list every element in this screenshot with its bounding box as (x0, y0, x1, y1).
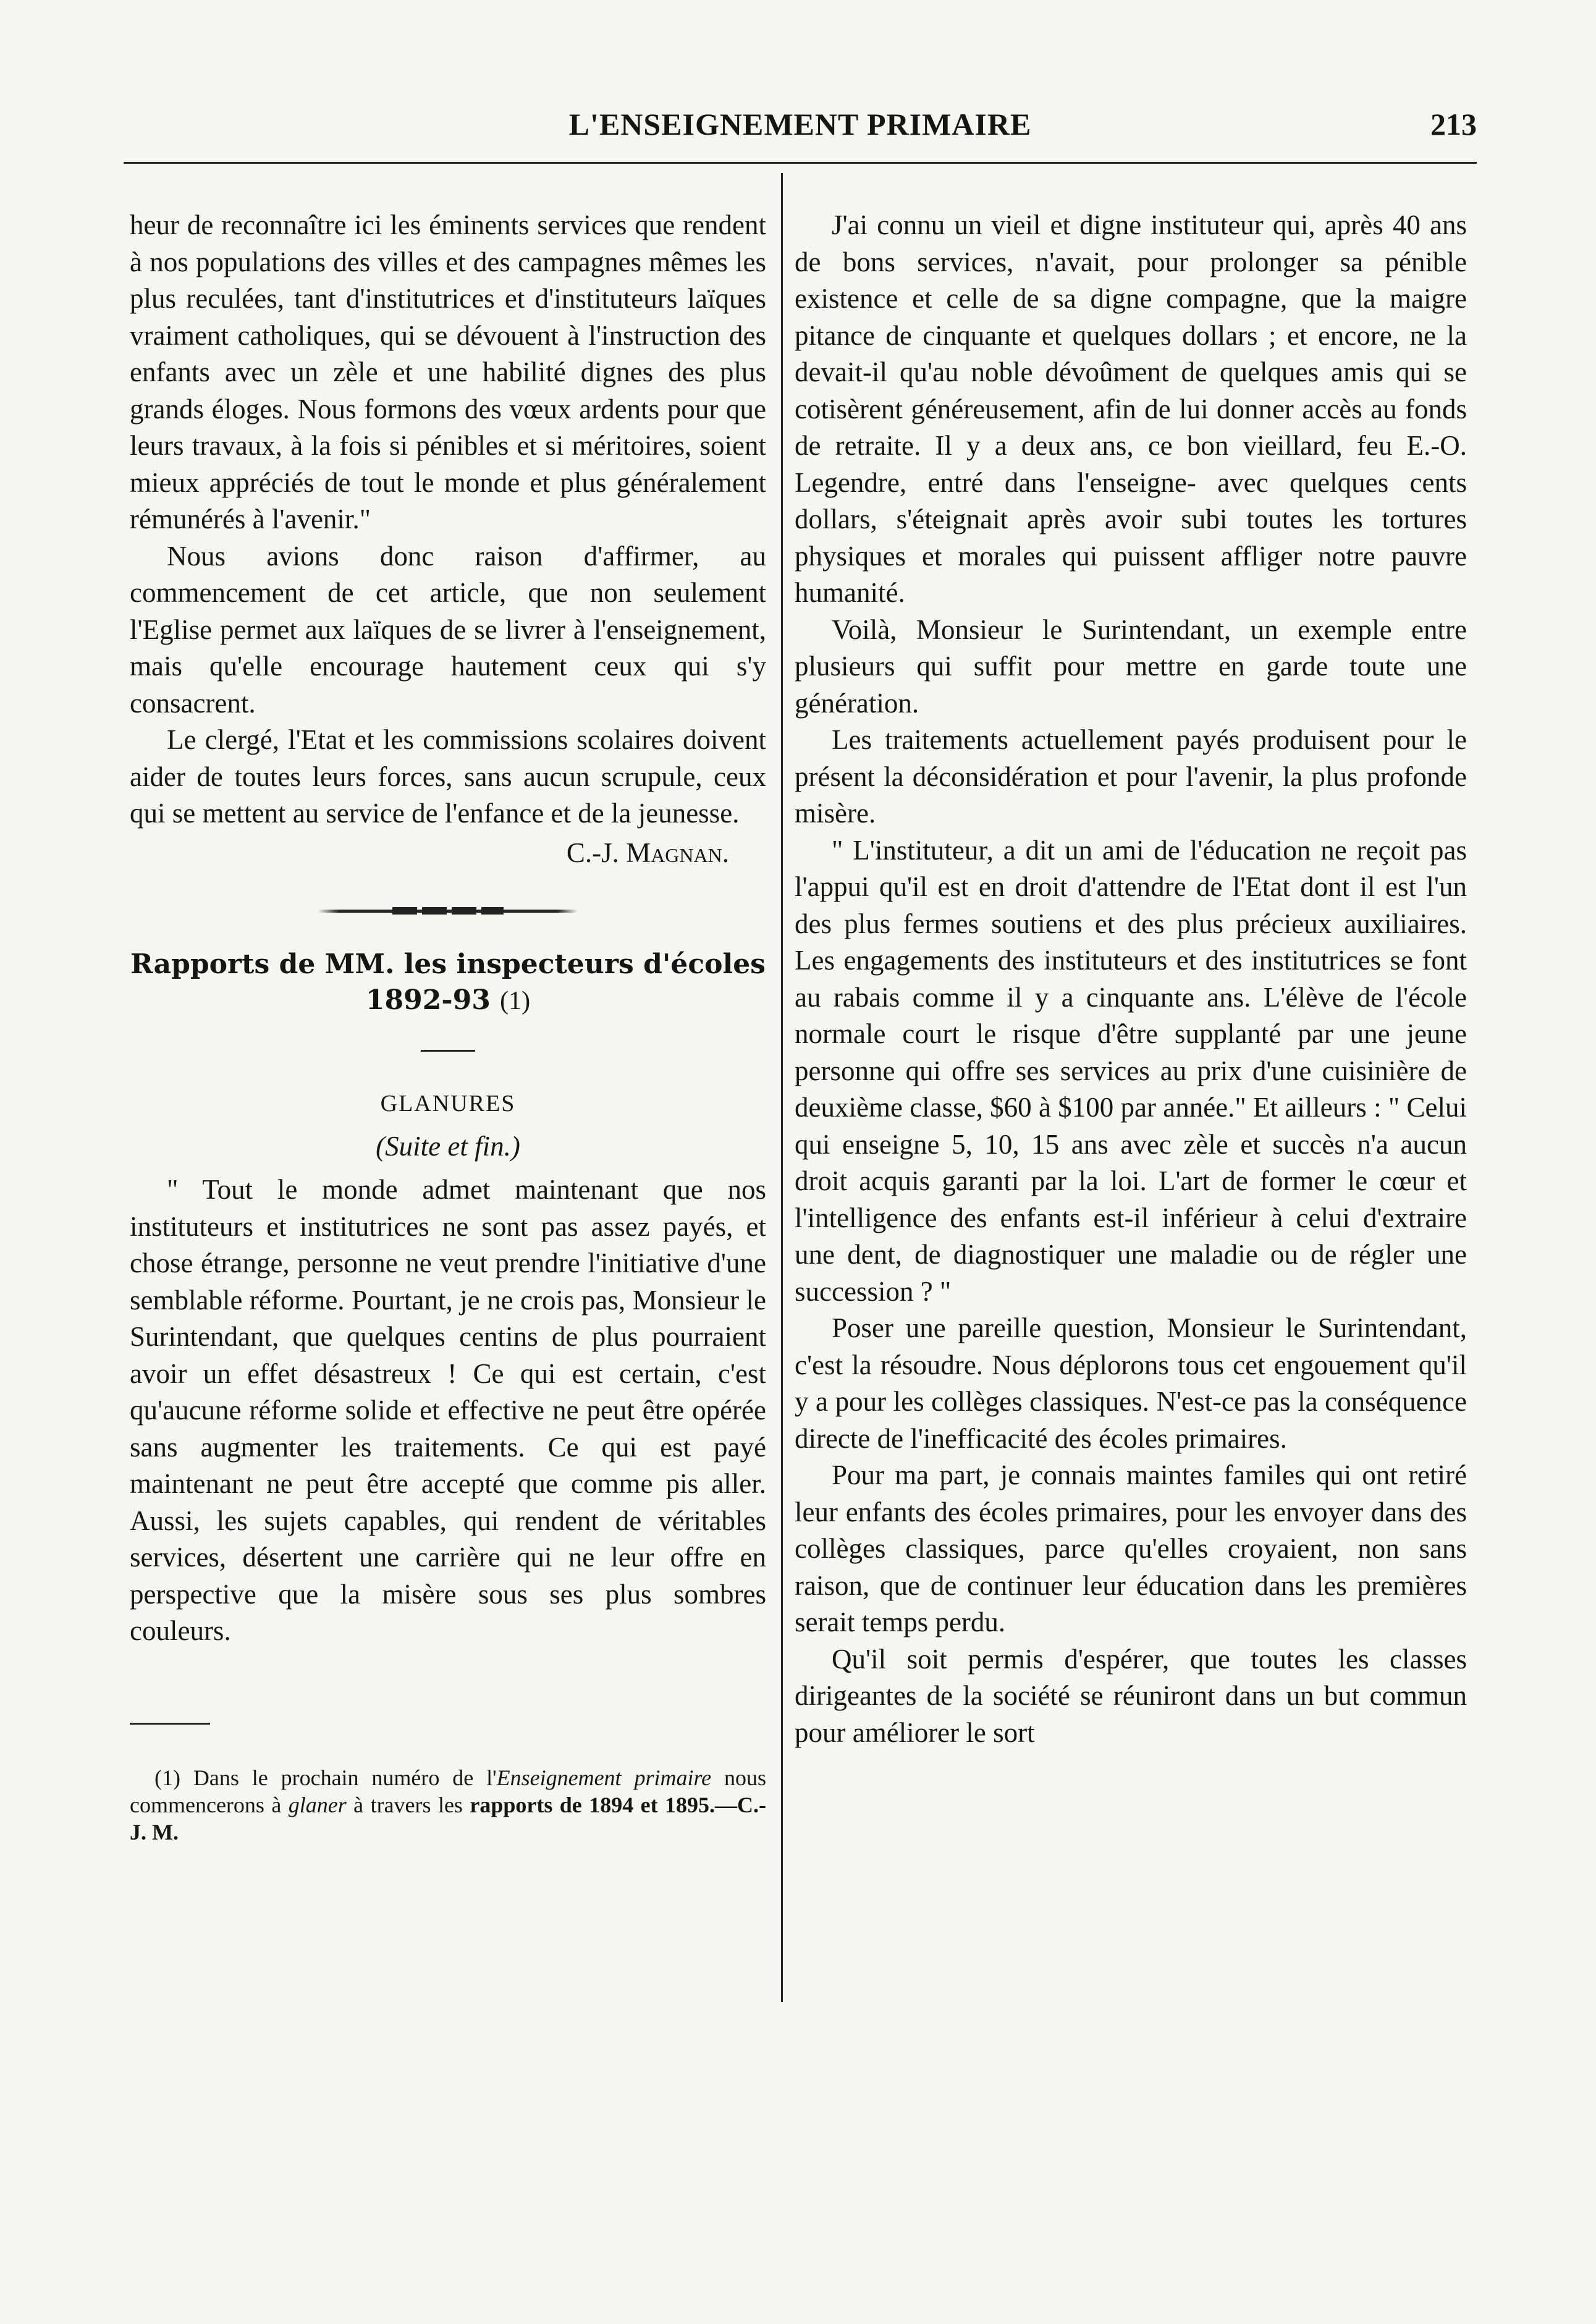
running-title: L'ENSEIGNEMENT PRIMAIRE (568, 107, 1032, 142)
paragraph: Pour ma part, je connais maintes familes qui ont retiré leur enfants des écoles primaires, pour les envoyer dans des collèges classiques, parce qu'elles croyaient, non sans raison, que de continuer leur éducation dans les premières serait temps perdu. (795, 1460, 1467, 1637)
paragraph: Le clergé, l'Etat et les commissions scolaires doivent aider de toutes leurs forces, sans aucun scrupule, ceux qui se mettent au service de l'enfance et de la jeunesse. (130, 724, 766, 829)
paragraph: J'ai connu un vieil et digne instituteur qui, après 40 ans de bons services, n'avait, pour prolonger sa pénible existence et celle de sa digne compagne, que la maigre pitance de cinquante et quelques dollars ; et encore, ne la devait-il qu'au noble dévoûment de quelques amis qui se cotisèrent généreusement, afin de lui donner accès au fonds de retraite. Il y a deux ans, ce bon vieillard, feu E.-O. Legendre, entré dans l'enseigne- avec quelques cents dollars, s'éteignait après avoir subi toutes les tortures physiques et morales qui puissent affliger notre pauvre humanité. (795, 209, 1467, 608)
footnote-text: Dans le prochain numéro de l' (193, 1765, 497, 1790)
footnote-italic: Enseignement primaire (496, 1765, 712, 1790)
paragraph: heur de reconnaître ici les éminents services que rendent à nos populations des villes et des campagnes mêmes les plus reculées, tant d'institutrices et d'instituteurs laïques vraiment catholiques, qui se dévouent à l'instruction des enfants avec un zèle et une habilité dignes des plus grands éloges. Nous formons des vœux ardents pour que leurs travaux, à la fois si pénibles et si méritoires, soient mieux appréciés de tout le monde et plus généralement rémunérés à l'avenir." (130, 209, 766, 535)
column-divider (781, 173, 783, 2002)
footnote-rule (130, 1723, 210, 1725)
section-heading-text: Rapports de MM. les inspecteurs d'écoles 1892-93 (130, 949, 766, 1016)
page-header (124, 93, 1477, 142)
footnote-text: à travers les (346, 1792, 470, 1817)
paragraph: Nous avions donc raison d'affirmer, au commencement de cet article, que non seulement l'Eglise permet aux laïques de se livrer à l'enseignement, mais qu'elle encourage hautement ceux qui s'y consacrent. (130, 540, 766, 719)
paragraph: Poser une pareille question, Monsieur le Surintendant, c'est la résoudre. Nous déplorons tous cet engouement qu'il y a pour les collèges classiques. N'est-ce pas la conséquence directe de l'inefficacité des écoles primaires. (795, 1312, 1467, 1454)
subheading: GLANURES (380, 1091, 516, 1117)
author-signature: C.-J. Magnan. (566, 837, 729, 868)
footnote (130, 1764, 766, 1846)
ornamental-divider (318, 907, 578, 915)
footnote-text: nous commencerons à (130, 1765, 766, 1817)
paragraph: Les traitements actuellement payés produisent pour le présent la déconsidération et pour l'avenir, la plus profonde misère. (795, 724, 1467, 829)
section-heading (130, 947, 766, 1019)
short-rule (421, 1050, 475, 1052)
paragraph: " Tout le monde admet maintenant que nos instituteurs et institutrices ne sont pas assez payés, et chose étrange, personne ne veut prendre l'initiative d'une semblable réforme. Pourtant, je ne crois pas, Monsieur le Surintendant, que quelques centins de plus pourraient avoir un effet désastreux ! Ce qui est certain, c'est qu'aucune réforme solide et effective ne peut être opérée sans augmenter les traitements. Ce qui est payé maintenant ne peut être accepté que comme pis aller. Aussi, les sujets capables, qui rendent de véritables services, désertent une carrière qui ne leur offre en perspective que la misère sous ses plus sombres couleurs. (130, 1174, 766, 1646)
header-rule (124, 162, 1477, 164)
subheading-continuation: (Suite et fin.) (376, 1131, 520, 1162)
left-column (130, 207, 766, 1846)
footnote-italic: glaner (288, 1792, 347, 1817)
footnote-reference: (1) (500, 987, 531, 1015)
paragraph: Voilà, Monsieur le Surintendant, un exemple entre plusieurs qui suffit pour mettre en garde toute une génération. (795, 614, 1467, 719)
right-column (795, 207, 1467, 1751)
paragraph: " L'instituteur, a dit un ami de l'éducation ne reçoit pas l'appui qu'il est en droit d'attendre de l'Etat dont il est l'un des plus fermes soutiens et des plus précieux auxiliaires. Les engagements des instituteurs et des institutrices se font au rabais comme il y a cinquante ans. L'élève de l'école normale court le risque d'être supplanté par une jeune personne qui offre ses services au prix d'une cuisinière de deuxième classe, $60 à $100 par année." Et ailleurs : " Celui qui enseigne 5, 10, 15 ans avec zèle et succès n'a aucun droit acquis garanti par la loi. L'art de former le cœur et l'intelligence des enfants est-il inférieur à celui d'extraire une dent, de diagnostiquer une maladie ou de régler une succession ? " (795, 834, 1467, 1307)
footnote-marker: (1) (154, 1765, 180, 1790)
paragraph: Qu'il soit permis d'espérer, que toutes les classes dirigeantes de la société se réuniront dans un but commun pour améliorer le sort (795, 1643, 1467, 1748)
page-number: 213 (1430, 107, 1477, 142)
footnote-bold: rapports de 1894 et 1895.—C.-J. M. (130, 1792, 766, 1844)
